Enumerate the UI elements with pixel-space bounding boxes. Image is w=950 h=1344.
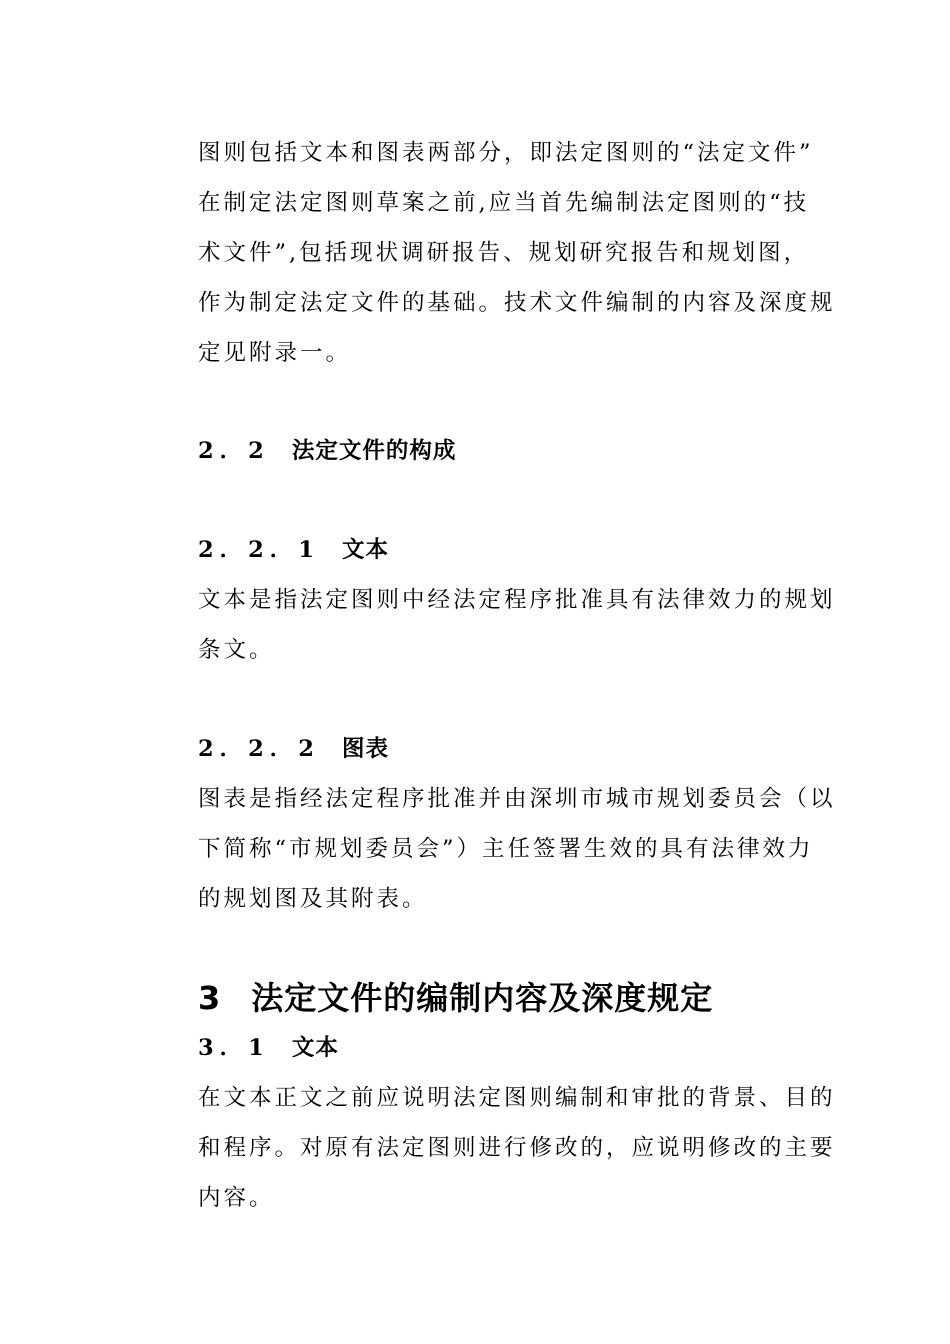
section-number: 3．1 (198, 1035, 270, 1061)
intro-line-2: 在制定法定图则草案之前,应当首先编制法定图则的“技 (198, 190, 810, 216)
section-title: 图表 (341, 736, 389, 762)
section-title: 文本 (341, 537, 389, 563)
intro-line-3: 术文件”,包括现状调研报告、规划研究报告和规划图， (198, 240, 810, 266)
section-2-2-1-line-1: 文本是指法定图则中经法定程序批准具有法律效力的规划 (198, 587, 836, 613)
section-number: 2．2 (198, 438, 270, 464)
chapter-title: 法定文件的编制内容及深度规定 (251, 979, 714, 1017)
section-2-2-2-line-2: 下简称“市规划委员会”）主任签署生效的具有法律效力 (198, 836, 814, 862)
chapter-number: 3 (198, 979, 222, 1017)
section-2-2-2-line-1: 图表是指经法定程序批准并由深圳市城市规划委员会（以 (198, 786, 836, 812)
section-2-2-2-line-3: 的规划图及其附表。 (198, 886, 428, 912)
intro-line-5: 定见附录一。 (198, 340, 352, 366)
chapter-3-heading (198, 978, 713, 1018)
section-title: 法定文件的构成 (291, 438, 457, 464)
section-2-2-1-heading (198, 535, 389, 565)
section-title: 文本 (291, 1035, 339, 1061)
section-3-1-line-3: 内容。 (198, 1185, 275, 1211)
section-3-1-line-2: 和程序。对原有法定图则进行修改的，应说明修改的主要 (198, 1135, 836, 1161)
section-3-1-heading (198, 1033, 339, 1063)
intro-line-4: 作为制定法定文件的基础。技术文件编制的内容及深度规 (198, 290, 836, 316)
section-number: 2．2．2 (198, 736, 320, 762)
intro-line-1: 图则包括文本和图表两部分，即法定图则的“法定文件” (198, 140, 814, 166)
section-number: 2．2．1 (198, 537, 320, 563)
section-2-2-1-line-2: 条文。 (198, 637, 275, 663)
section-2-2-2-heading (198, 734, 389, 764)
section-3-1-line-1: 在文本正文之前应说明法定图则编制和审批的背景、目的 (198, 1085, 836, 1111)
section-2-2-heading (198, 436, 456, 466)
